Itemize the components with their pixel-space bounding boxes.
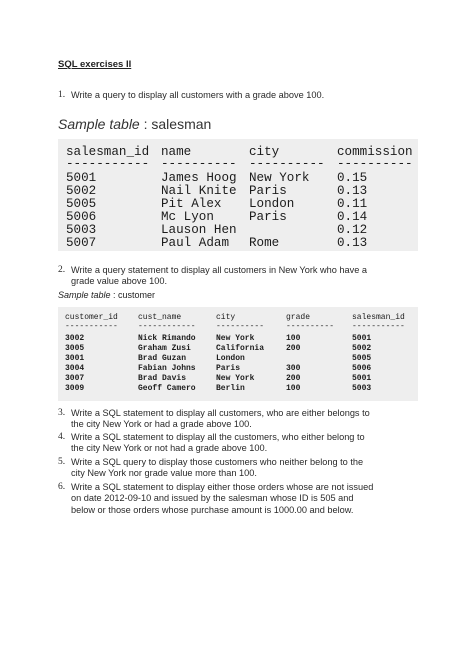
customer-table: [58, 307, 418, 401]
table-row: [58, 374, 372, 383]
table-cell: Paris: [249, 210, 287, 224]
question-text-line: on date 2012-09-10 and issued by the salesman whose ID is 505 and: [71, 493, 354, 504]
question-text-line: Write a SQL statement to display all the customers, who either belong to: [71, 432, 365, 442]
column-header: commission: [337, 145, 413, 159]
divider: ----------: [337, 157, 413, 171]
question-text-line: grade value above 100.: [71, 276, 168, 287]
sample-table-italic: Sample table: [58, 116, 140, 132]
table-cell: Paris: [216, 364, 241, 373]
salesman-table: [58, 139, 418, 251]
divider: ------------: [138, 322, 196, 331]
question-number: 6.: [58, 482, 66, 492]
table-cell: 5005: [66, 197, 97, 211]
sample-table-name: : salesman: [139, 116, 212, 132]
table-divider-row: [58, 322, 405, 331]
question-text-line: below or those orders whose purchase amount is 1000.00 and below.: [71, 504, 354, 515]
column-header: salesman_id: [66, 145, 150, 159]
table-cell: 100: [286, 334, 301, 343]
table-cell: 5003: [66, 223, 97, 237]
table-cell: Berlin: [216, 384, 245, 393]
table-cell: 5001: [352, 374, 372, 383]
divider: -----------: [66, 157, 150, 171]
column-header: name: [161, 145, 192, 159]
table-cell: New York: [216, 374, 255, 383]
question-number: 1.: [58, 90, 66, 100]
divider: ----------: [249, 157, 325, 171]
table-cell: 5005: [352, 354, 372, 363]
sample-table-italic: Sample table: [58, 290, 111, 300]
table-cell: Brad Davis: [138, 374, 187, 383]
table-cell: New York: [216, 334, 255, 343]
table-cell: Nail Knite: [161, 184, 237, 198]
question-text-line: Write a SQL statement to display either those orders whose are not issued: [71, 482, 374, 492]
table-cell: Geoff Camero: [138, 384, 196, 393]
table-cell: 0.11: [337, 197, 368, 211]
question-text-line: Write a query to display all customers with a grade above 100.: [71, 90, 325, 100]
table-cell: 100: [286, 384, 301, 393]
table-cell: 5002: [352, 344, 372, 353]
table-divider-row: [58, 157, 413, 171]
table-cell: 3005: [65, 344, 85, 353]
table-cell: 5001: [352, 334, 372, 343]
table-row: [58, 354, 372, 363]
table-cell: Rome: [249, 236, 280, 250]
sample-table-label: [58, 116, 211, 132]
question-text-line: Write a query statement to display all customers in New York who have a: [71, 265, 368, 275]
table-cell: Pit Alex: [161, 197, 222, 211]
divider: ----------: [161, 157, 237, 171]
table-cell: Paul Adam: [161, 236, 230, 250]
table-row: [58, 171, 368, 185]
table-cell: 5006: [352, 364, 372, 373]
table-cell: 200: [286, 344, 301, 353]
sample-table-label: [58, 290, 155, 300]
question-number: 3.: [58, 408, 66, 418]
question-text-line: city New York nor grade value more than 100.: [71, 468, 257, 479]
column-header: city: [249, 145, 280, 159]
table-cell: Fabian Johns: [138, 364, 196, 373]
table-cell: 0.14: [337, 210, 368, 224]
table-cell: 0.13: [337, 236, 368, 250]
column-header: customer_id: [65, 313, 118, 322]
table-row: [58, 364, 372, 373]
table-header-row: [58, 313, 405, 322]
question-text-line: Write a SQL query to display those customers who neither belong to the: [71, 457, 364, 467]
table-row: [58, 384, 372, 393]
table-cell: 5002: [66, 184, 97, 198]
table-cell: 300: [286, 364, 301, 373]
sample-table-name: : customer: [110, 290, 156, 300]
table-cell: California: [216, 344, 265, 353]
table-cell: 3001: [65, 354, 85, 363]
divider: -----------: [65, 322, 118, 331]
table-cell: 0.13: [337, 184, 368, 198]
column-header: cust_name: [138, 313, 182, 322]
table-cell: 200: [286, 374, 301, 383]
table-cell: Paris: [249, 184, 287, 198]
question-text-line: Write a SQL statement to display all customers, who are either belongs to: [71, 408, 370, 418]
question-text-line: the city New York or had a grade above 100.: [71, 419, 252, 430]
column-header: grade: [286, 313, 311, 322]
table-cell: 3002: [65, 334, 85, 343]
table-cell: New York: [249, 171, 310, 185]
table-cell: Brad Guzan: [138, 354, 187, 363]
table-cell: 3009: [65, 384, 85, 393]
divider: ----------: [286, 322, 335, 331]
table-row: [58, 184, 368, 198]
divider: ----------: [216, 322, 265, 331]
table-row: [58, 236, 368, 250]
table-cell: Graham Zusi: [138, 344, 191, 353]
table-cell: 5003: [352, 384, 372, 393]
table-cell: 0.12: [337, 223, 368, 237]
table-cell: Lauson Hen: [161, 223, 237, 237]
table-cell: 0.15: [337, 171, 368, 185]
table-cell: 3004: [65, 364, 85, 373]
table-cell: 5006: [66, 210, 97, 224]
question-text-line: the city New York or not had a grade above 100.: [71, 443, 268, 454]
divider: -----------: [352, 322, 405, 331]
question-number: 4.: [58, 432, 66, 442]
table-cell: Nick Rimando: [138, 334, 196, 343]
table-cell: 5007: [66, 236, 97, 250]
table-row: [58, 344, 372, 353]
table-cell: 3007: [65, 374, 85, 383]
table-row: [58, 197, 368, 211]
table-row: [58, 223, 368, 237]
table-row: [58, 334, 372, 343]
table-cell: Mc Lyon: [161, 210, 214, 224]
table-cell: London: [249, 197, 295, 211]
document-title: SQL exercises II: [58, 59, 132, 70]
table-cell: 5001: [66, 171, 97, 185]
column-header: salesman_id: [352, 313, 405, 322]
question-number: 2.: [58, 265, 66, 275]
table-cell: James Hoog: [161, 171, 237, 185]
table-cell: London: [216, 354, 245, 363]
question-number: 5.: [58, 457, 66, 467]
column-header: city: [216, 313, 236, 322]
table-row: [58, 210, 368, 224]
